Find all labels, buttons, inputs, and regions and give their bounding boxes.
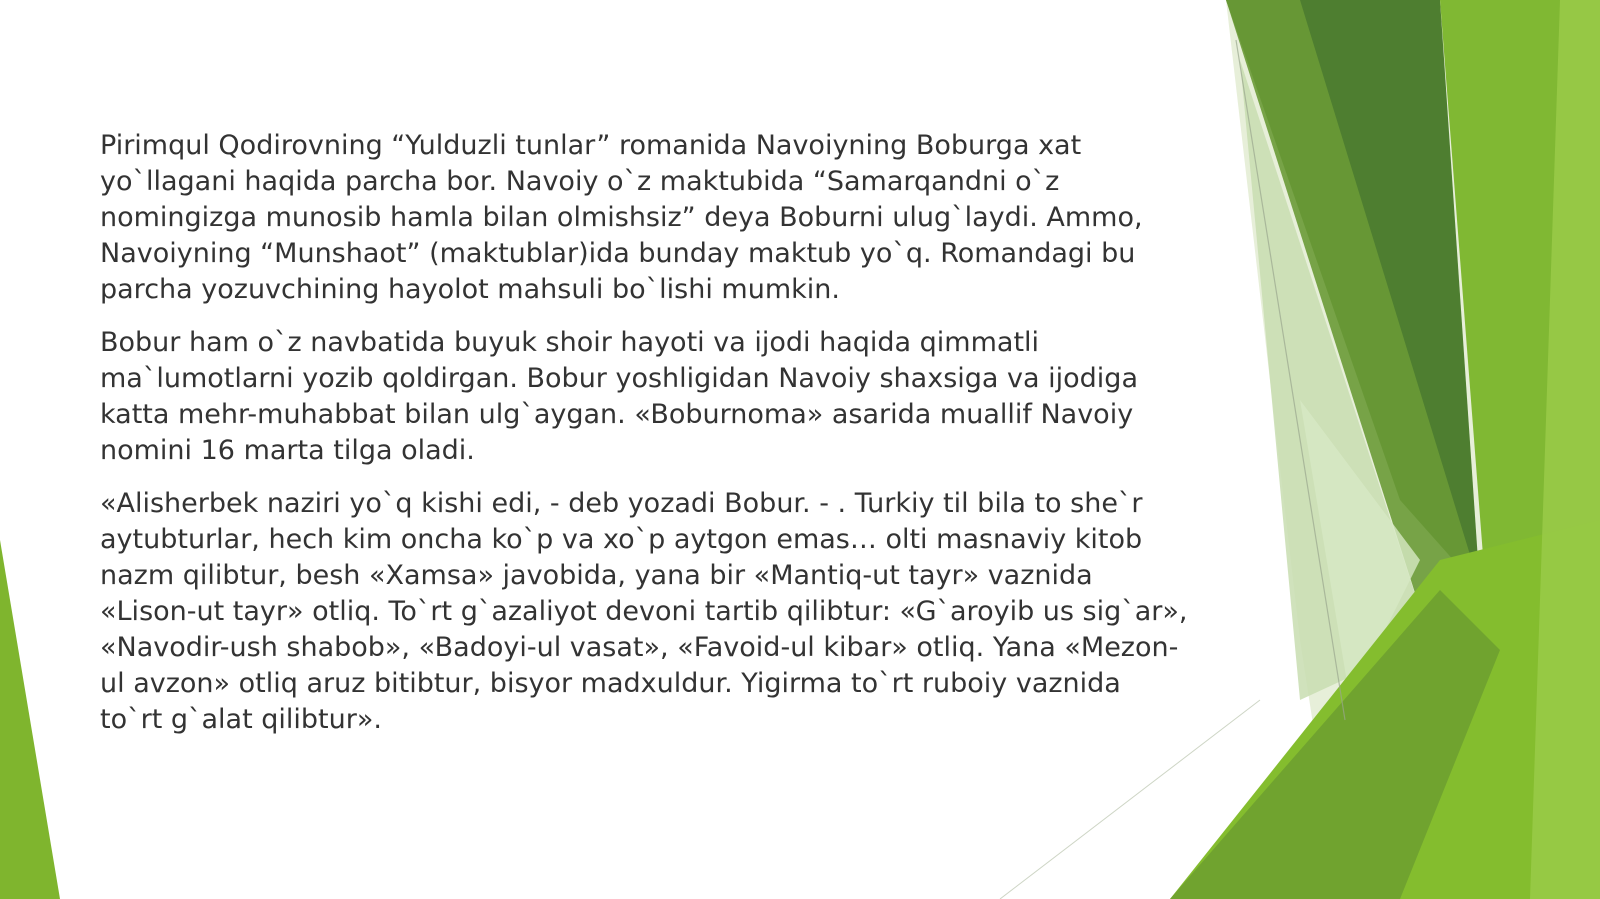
paragraph-3: «Alisherbek naziri yo`q kishi edi, - deb yozadi Bobur. - . Turkiy til bila to she`r aytubturlar, hech kim oncha ko`p va xo`p aytgon emas… olti masnaviy kitob nazm qilibtur, besh «Xamsa» javobida, yana bir «Mantiq-ut tayr» vaznida «Lison-ut tayr» otliq. To`rt g`azaliyot devoni tartib qilibtur: «G`aroyib us sig`ar», «Navodir-ush shabob», «Badoyi-ul vasat», «Favoid-ul kibar» otliq. Yana «Mezon-ul avzon» otliq aruz bitibtur, bisyor madxuldur. Yigirma to`rt ruboiy vaznida to`rt g`alat qilibtur». [100,488,1188,735]
paragraph-1: Pirimqul Qodirovning “Yulduzli tunlar” romanida Navoiyning Boburga xat yo`llagani haqida parcha bor. Navoiy o`z maktubida “Samarqandni o`z nomingizga munosib hamla bilan olmishsiz” deya Boburni ulug`laydi. Ammo, Navoiyning “Munshaot” (maktublar)ida bunday maktub yo`q. Romandagi bu parcha yozuvchining hayolot mahsuli bo`lishi mumkin. [100,130,1143,305]
left-green-shard [0,540,60,899]
slide-body-text [100,128,1190,755]
paragraph-2: Bobur ham o`z navbatida buyuk shoir hayoti va ijodi haqida qimmatli ma`lumotlarni yozib qoldirgan. Bobur yoshligidan Navoiy shaxsiga va ijodiga katta mehr-muhabbat bilan ulg`aygan. «Boburnoma» asarida muallif Navoiy nomini 16 marta tilga oladi. [100,327,1138,466]
